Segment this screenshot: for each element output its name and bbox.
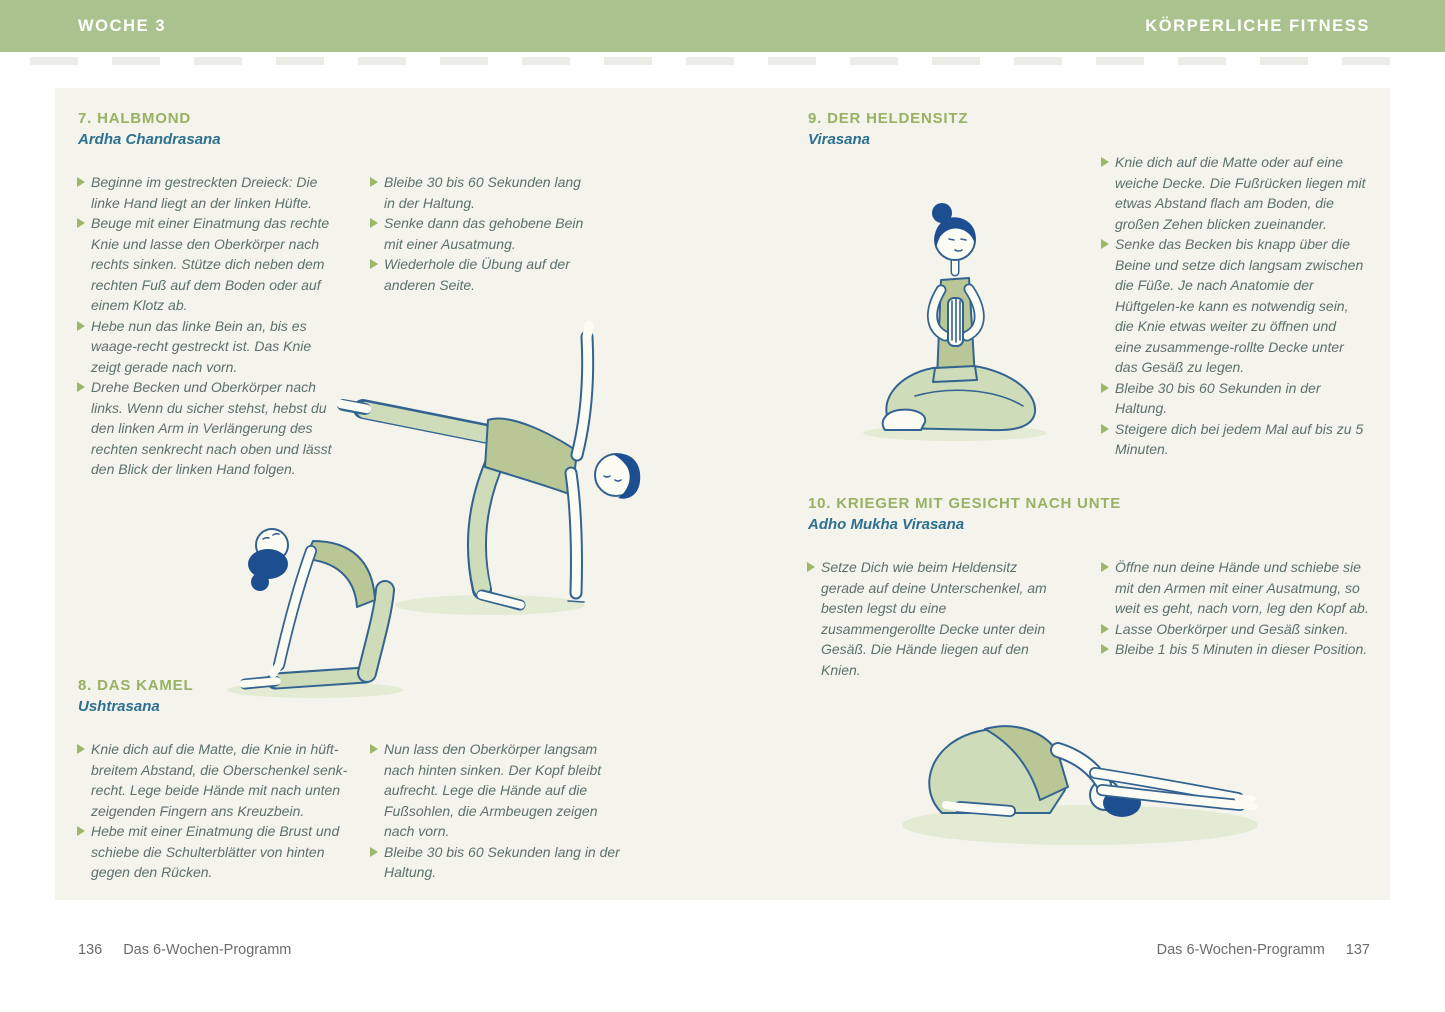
instruction-list	[370, 739, 620, 883]
section-heldensitz	[808, 110, 1208, 148]
instruction-text: Bleibe 30 bis 60 Sekunden lang in der Haltung.	[384, 174, 581, 211]
footer-right	[1157, 942, 1370, 958]
instruction-text: Senke das Becken bis knapp über die Beine und setze dich langsam zwischen die Füße. Je nach Anatomie der Hüftgelen-ke kann es notwendig sein, die Knie etwas weiter zu öffnen und eine zusammenge-rollte Decke unter das Gesäß zu legen.	[1115, 236, 1364, 375]
instruction-text: Bleibe 1 bis 5 Minuten in dieser Position.	[1115, 641, 1368, 657]
instruction-item	[77, 377, 339, 480]
instruction-text: Steigere dich bei jedem Mal auf bis zu 5 Minuten.	[1115, 420, 1364, 457]
header-chapter-label: KÖRPERLICHE FITNESS	[1145, 16, 1370, 35]
page-number: 137	[1345, 942, 1370, 958]
instruction-text: Wiederhole die Übung auf der anderen Seite.	[384, 256, 570, 293]
bullet-triangle-icon	[1101, 619, 1115, 640]
section-title: 9. DER HELDENSITZ	[808, 110, 969, 127]
bullet-triangle-icon	[77, 377, 91, 480]
instruction-item	[1101, 378, 1366, 419]
downward-facing-hero-pose-figure	[890, 695, 1260, 860]
bullet-triangle-icon	[1101, 378, 1115, 419]
instruction-item	[807, 557, 1057, 680]
instruction-text: Hebe mit einer Einatmung die Brust und schiebe die Schulterblätter von hinten gegen den Rücken.	[91, 823, 340, 880]
instruction-list	[370, 172, 595, 295]
section-title: 7. HALBMOND	[78, 110, 191, 127]
bullet-triangle-icon	[1101, 419, 1115, 460]
downward-facing-hero-illustration	[890, 695, 1260, 860]
footer-label: Das 6-Wochen-Programm	[1156, 942, 1325, 958]
instruction-item	[77, 739, 349, 821]
bullet-triangle-icon	[370, 172, 384, 213]
instruction-text: Setze Dich wie beim Heldensitz gerade auf deine Unterschenkel, am besten legst du eine zusammengerollte Decke unter dein Gesäß. Die Hände liegen auf den Knien.	[821, 559, 1047, 678]
instruction-text: Lasse Oberkörper und Gesäß sinken.	[1115, 620, 1349, 637]
instruction-list	[1101, 152, 1366, 460]
bullet-triangle-icon	[77, 172, 91, 213]
instruction-text: Knie dich auf die Matte oder auf eine weiche Decke. Die Fußrücken liegen mit etwas Abstand flach am Boden, die großen Zehen blicken zueinander.	[1115, 154, 1366, 232]
section-title: 8. DAS KAMEL	[78, 677, 194, 694]
bullet-triangle-icon	[807, 557, 821, 680]
section-sanskrit: Ardha Chandrasana	[78, 131, 221, 148]
instruction-item	[77, 821, 349, 883]
section-krieger	[808, 495, 1228, 533]
bullet-triangle-icon	[1101, 234, 1115, 378]
instruction-text: Hebe nun das linke Bein an, bis es waage-recht gestreckt ist. Das Knie zeigt gerade nach vorn.	[91, 317, 312, 375]
instruction-item	[77, 172, 339, 213]
instruction-item	[1101, 639, 1369, 660]
bullet-triangle-icon	[370, 254, 384, 295]
header-bar	[0, 0, 1445, 52]
bullet-triangle-icon	[1101, 639, 1115, 660]
bullet-triangle-icon	[370, 842, 384, 883]
content-panel	[55, 88, 1390, 900]
footer-left	[78, 942, 291, 958]
page-number: 136	[78, 942, 103, 958]
instruction-item	[77, 316, 339, 378]
bullet-triangle-icon	[77, 316, 91, 378]
bullet-triangle-icon	[370, 739, 384, 842]
section-sanskrit: Ushtrasana	[78, 698, 160, 715]
instruction-text: Drehe Becken und Oberkörper nach links. Wenn du sicher stehst, hebst du den linken Arm in Verlängerung des rechten senkrecht nach oben und lässt den Blick der linken Hand folgen.	[91, 379, 332, 477]
bullet-triangle-icon	[77, 739, 91, 821]
section-title: 10. KRIEGER MIT GESICHT NACH UNTE	[808, 495, 1122, 512]
instruction-text: Beuge mit einer Einatmung das rechte Knie und lasse den Oberkörper nach rechts sinken. Stütze dich neben dem rechten Fuß auf dem Boden oder auf einem Klotz ab.	[91, 215, 330, 313]
instruction-item	[370, 254, 595, 295]
instruction-item	[370, 739, 620, 842]
instruction-list	[77, 739, 349, 883]
hero-seat-pose-figure	[855, 200, 1055, 445]
instruction-item	[1101, 619, 1369, 640]
section-sanskrit: Adho Mukha Virasana	[808, 516, 965, 533]
bullet-triangle-icon	[1101, 557, 1115, 619]
instruction-item	[370, 172, 595, 213]
instruction-text: Beginne im gestreckten Dreieck: Die linke Hand liegt an der linken Hüfte.	[91, 174, 318, 211]
header-week-label: WOCHE 3	[78, 16, 167, 35]
instruction-list	[807, 557, 1057, 680]
hero-seat-pose-illustration	[855, 200, 1055, 445]
instruction-item	[1101, 557, 1369, 619]
decorative-dash-row	[30, 57, 1415, 65]
bullet-triangle-icon	[1101, 152, 1115, 234]
section-sanskrit: Virasana	[808, 131, 870, 148]
instruction-item	[370, 213, 595, 254]
instruction-text: Bleibe 30 bis 60 Sekunden lang in der Haltung.	[384, 843, 620, 880]
instruction-text: Senke dann das gehobene Bein mit einer Ausatmung.	[384, 215, 584, 252]
instruction-text: Bleibe 30 bis 60 Sekunden in der Haltung.	[1115, 379, 1321, 416]
bullet-triangle-icon	[370, 213, 384, 254]
bullet-triangle-icon	[77, 821, 91, 883]
instruction-list	[77, 172, 339, 480]
instruction-text: Knie dich auf die Matte, die Knie in hüft-breitem Abstand, die Oberschenkel senk-recht. Lege beide Hände mit nach unten zeigenden Fingern ans Kreuzbein.	[91, 741, 348, 819]
instruction-text: Nun lass den Oberkörper langsam nach hinten sinken. Der Kopf bleibt aufrecht. Lege die Hände auf die Fußsohlen, die Armbeugen zeigen nach vorn.	[384, 741, 602, 839]
instruction-text: Öffne nun deine Hände und schiebe sie mit den Armen mit einer Ausatmung, so weit es geht, nach vorn, leg den Kopf ab.	[1115, 559, 1369, 616]
bullet-triangle-icon	[77, 213, 91, 316]
section-halbmond	[78, 110, 638, 148]
instruction-item	[1101, 234, 1366, 378]
instruction-list	[1101, 557, 1369, 660]
instruction-item	[370, 842, 620, 883]
instruction-item	[1101, 152, 1366, 234]
instruction-item	[1101, 419, 1366, 460]
section-kamel	[78, 677, 478, 715]
instruction-item	[77, 213, 339, 316]
footer-label: Das 6-Wochen-Programm	[123, 942, 292, 958]
